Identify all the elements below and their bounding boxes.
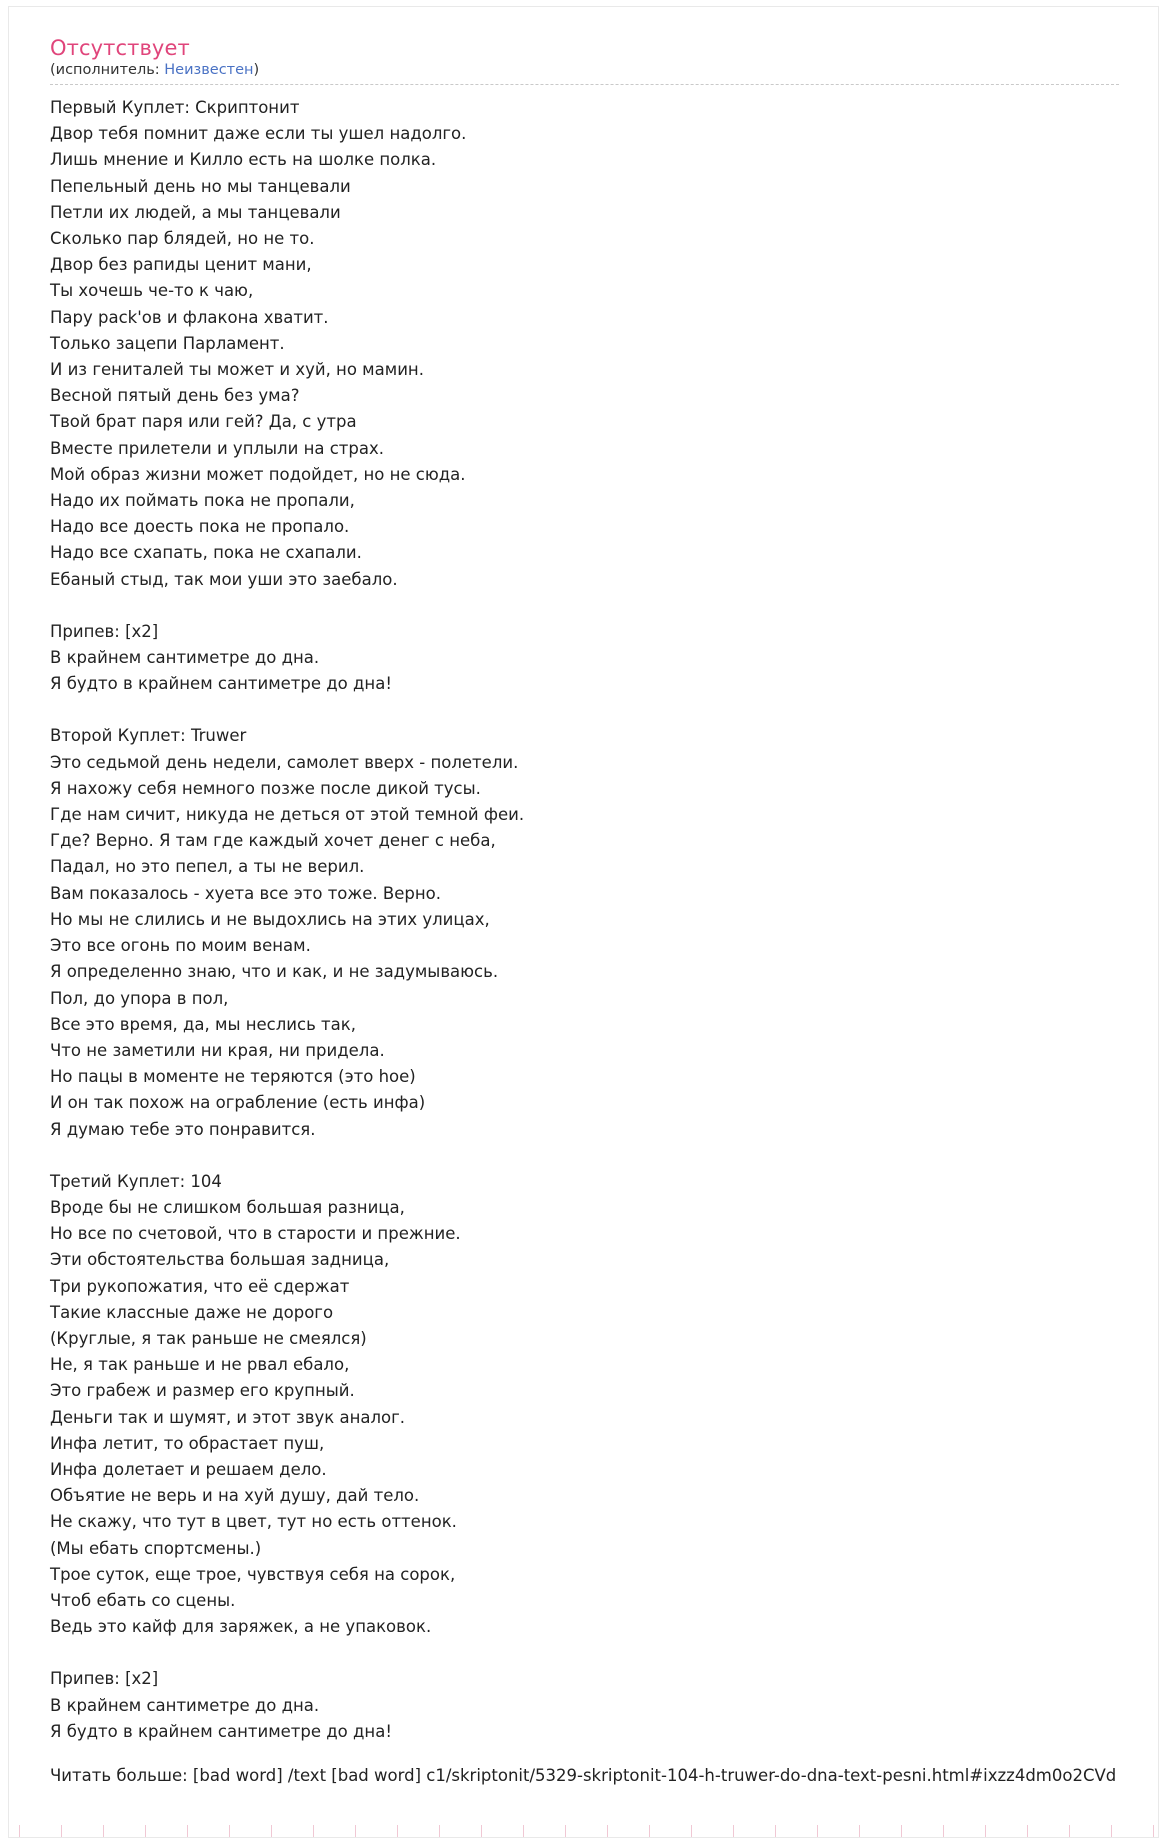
strip-tick [481,1825,482,1837]
lyrics-line: Эти обстоятельства большая задница, [50,1250,390,1270]
strip-tick [187,1825,188,1837]
lyrics-line: Где? Верно. Я там где каждый хочет денег с неба, [50,831,496,851]
artist-link[interactable]: Неизвестен [164,62,254,78]
lyrics-line: Ведь это кайф для заряжек, а не упаковок. [50,1617,432,1637]
lyrics-line: Три рукопожатия, что её сдержат [50,1276,350,1296]
lyrics-line: Надо все схапать, пока не схапали. [50,543,362,563]
lyrics-line: Я будто в крайнем сантиметре до дна! [50,674,392,694]
lyrics-line: Петли их людей, а мы танцевали [50,202,341,222]
lyrics-line: Пепельный день но мы танцевали [50,176,351,196]
strip-tick [1027,1825,1028,1837]
strip-tick [1153,1825,1154,1837]
lyrics-line: Весной пятый день без ума? [50,386,300,406]
lyrics-line: Трое суток, еще трое, чувствуя себя на сорок, [50,1564,456,1584]
strip-tick [817,1825,818,1837]
lyrics-line: Чтоб ебать со сцены. [50,1590,236,1610]
lyrics-line: Лишь мнение и Килло есть на шолке полка. [50,150,437,170]
lyrics-line: Не скажу, что тут в цвет, тут но есть оттенок. [50,1512,457,1532]
lyrics-line: Твой брат паря или гей? Да, с утра [50,412,357,432]
lyrics-line: Падал, но это пепел, а ты не верил. [50,857,365,877]
lyrics-line: Я нахожу себя немного позже после дикой тусы. [50,778,481,798]
lyrics-line: Инфа долетает и решаем дело. [50,1459,327,1479]
strip-tick [1111,1825,1112,1837]
strip-tick [271,1825,272,1837]
lyrics-block-spacer [50,697,1119,723]
lyrics-line: Припев: [х2] [50,1669,159,1689]
lyrics-line: Я определенно знаю, что и как, и не задумываюсь. [50,962,499,982]
lyrics-line: Не, я так раньше и не рвал ебало, [50,1355,350,1375]
lyrics-line: Такие классные даже не дорого [50,1302,334,1322]
lyrics-line: Сколько пар блядей, но не то. [50,229,315,249]
lyrics-block-verse-1 [50,95,1119,593]
strip-tick [229,1825,230,1837]
lyrics-line: Инфа летит, то обрастает пуш, [50,1433,325,1453]
strip-tick [859,1825,860,1837]
lyrics-line: Двор без рапиды ценит мани, [50,255,312,275]
strip-tick [1069,1825,1070,1837]
strip-tick [565,1825,566,1837]
lyrics-line: Где нам сичит, никуда не деться от этой темной феи. [50,805,525,825]
lyrics-line: Второй Куплет: Truwer [50,726,247,746]
lyrics-line: Надо их поймать пока не пропали, [50,491,355,511]
strip-tick [733,1825,734,1837]
lyrics-line: Пару pack'ов и флакона хватит. [50,307,329,327]
strip-tick [397,1825,398,1837]
strip-tick [607,1825,608,1837]
lyrics-line: Двор тебя помнит даже если ты ушел надолго. [50,124,467,144]
read-more-note: Читать больше: [bad word] /text [bad word] c1/skriptonit/5329-skriptonit-104-h-truwer-do-dna-text-pesni.html#ixzz4dm0o2CVd [50,1765,1117,1785]
strip-tick [355,1825,356,1837]
lyrics-line: Я будто в крайнем сантиметре до дна! [50,1721,392,1741]
strip-tick [313,1825,314,1837]
lyrics-line: (Мы ебать спортсмены.) [50,1538,262,1558]
lyrics-line: Мой образ жизни может подойдет, но не сюда. [50,464,466,484]
lyrics-line: Вам показалось - хуета все это тоже. Верно. [50,883,441,903]
lyrics-line: Третий Куплет: 104 [50,1171,222,1191]
lyrics-line: Деньги так и шумят, и этот звук аналог. [50,1407,406,1427]
lyrics-line: Это грабеж и размер его крупный. [50,1381,355,1401]
lyrics-line: И из гениталей ты может и хуй, но мамин. [50,360,424,380]
lyrics-block-spacer [50,1640,1119,1666]
lyrics-line: Но пацы в моменте не теряются (это hoe) [50,1067,416,1087]
strip-tick [985,1825,986,1837]
strip-tick [439,1825,440,1837]
strip-tick [103,1825,104,1837]
strip-tick [943,1825,944,1837]
lyrics-line: В крайнем сантиметре до дна. [50,648,320,668]
strip-tick [523,1825,524,1837]
lyrics-block-verse-2 [50,723,1119,1142]
strip-tick [775,1825,776,1837]
strip-tick [145,1825,146,1837]
strip-tick [61,1825,62,1837]
title-divider [50,84,1119,85]
lyrics-line: Вместе прилетели и уплыли на страх. [50,438,384,458]
strip-tick [19,1825,20,1837]
lyrics-line: Ебаный стыд, так мои уши это заебало. [50,569,398,589]
page-title: Отсутствует [50,36,190,60]
lyrics-line: В крайнем сантиметре до дна. [50,1695,320,1715]
lyrics-line: Это седьмой день недели, самолет вверх - полетели. [50,752,519,772]
lyrics-line: Ты хочешь че-то к чаю, [50,281,254,301]
lyrics-block-spacer [50,1143,1119,1169]
strip-tick [649,1825,650,1837]
page-content [14,14,1155,1789]
lyrics-line: Все это время, да, мы неслись так, [50,1014,356,1034]
lyrics-block-chorus-1 [50,619,1119,698]
lyrics-line: И он так похож на ограбление (есть инфа) [50,1093,426,1113]
lyrics-line: Это все огонь по моим венам. [50,936,311,956]
lyrics-line: Объятие не верь и на хуй душу, дай тело. [50,1486,420,1506]
strip-tick [691,1825,692,1837]
lyrics-line: Только зацепи Парламент. [50,333,285,353]
lyrics-line: Но все по счетовой, что в старости и прежние. [50,1224,461,1244]
artist-prefix-label: (исполнитель: [50,62,165,78]
lyrics-line: Пол, до упора в пол, [50,988,229,1008]
lyrics-block-spacer [50,593,1119,619]
lyrics-line: Что не заметили ни края, ни придела. [50,1040,385,1060]
lyrics-line: Я думаю тебе это понравится. [50,1119,316,1139]
strip-tick [901,1825,902,1837]
lyrics-block-verse-3 [50,1169,1119,1641]
lyrics-line: Надо все доесть пока не пропало. [50,517,350,537]
lyrics-block-chorus-2 [50,1666,1119,1745]
bottom-decorative-strip [9,1811,1158,1837]
lyrics-line: (Круглые, я так раньше не смеялся) [50,1328,367,1348]
lyrics-line: Припев: [х2] [50,621,159,641]
lyrics-body [50,95,1119,1745]
artist-suffix-label: ) [253,62,260,78]
lyrics-line: Первый Куплет: Скриптонит [50,98,300,117]
lyrics-line: Вроде бы не слишком большая разница, [50,1197,405,1217]
lyrics-line: Но мы не слились и не выдохлись на этих улицах, [50,909,490,929]
artist-line [50,62,1133,78]
